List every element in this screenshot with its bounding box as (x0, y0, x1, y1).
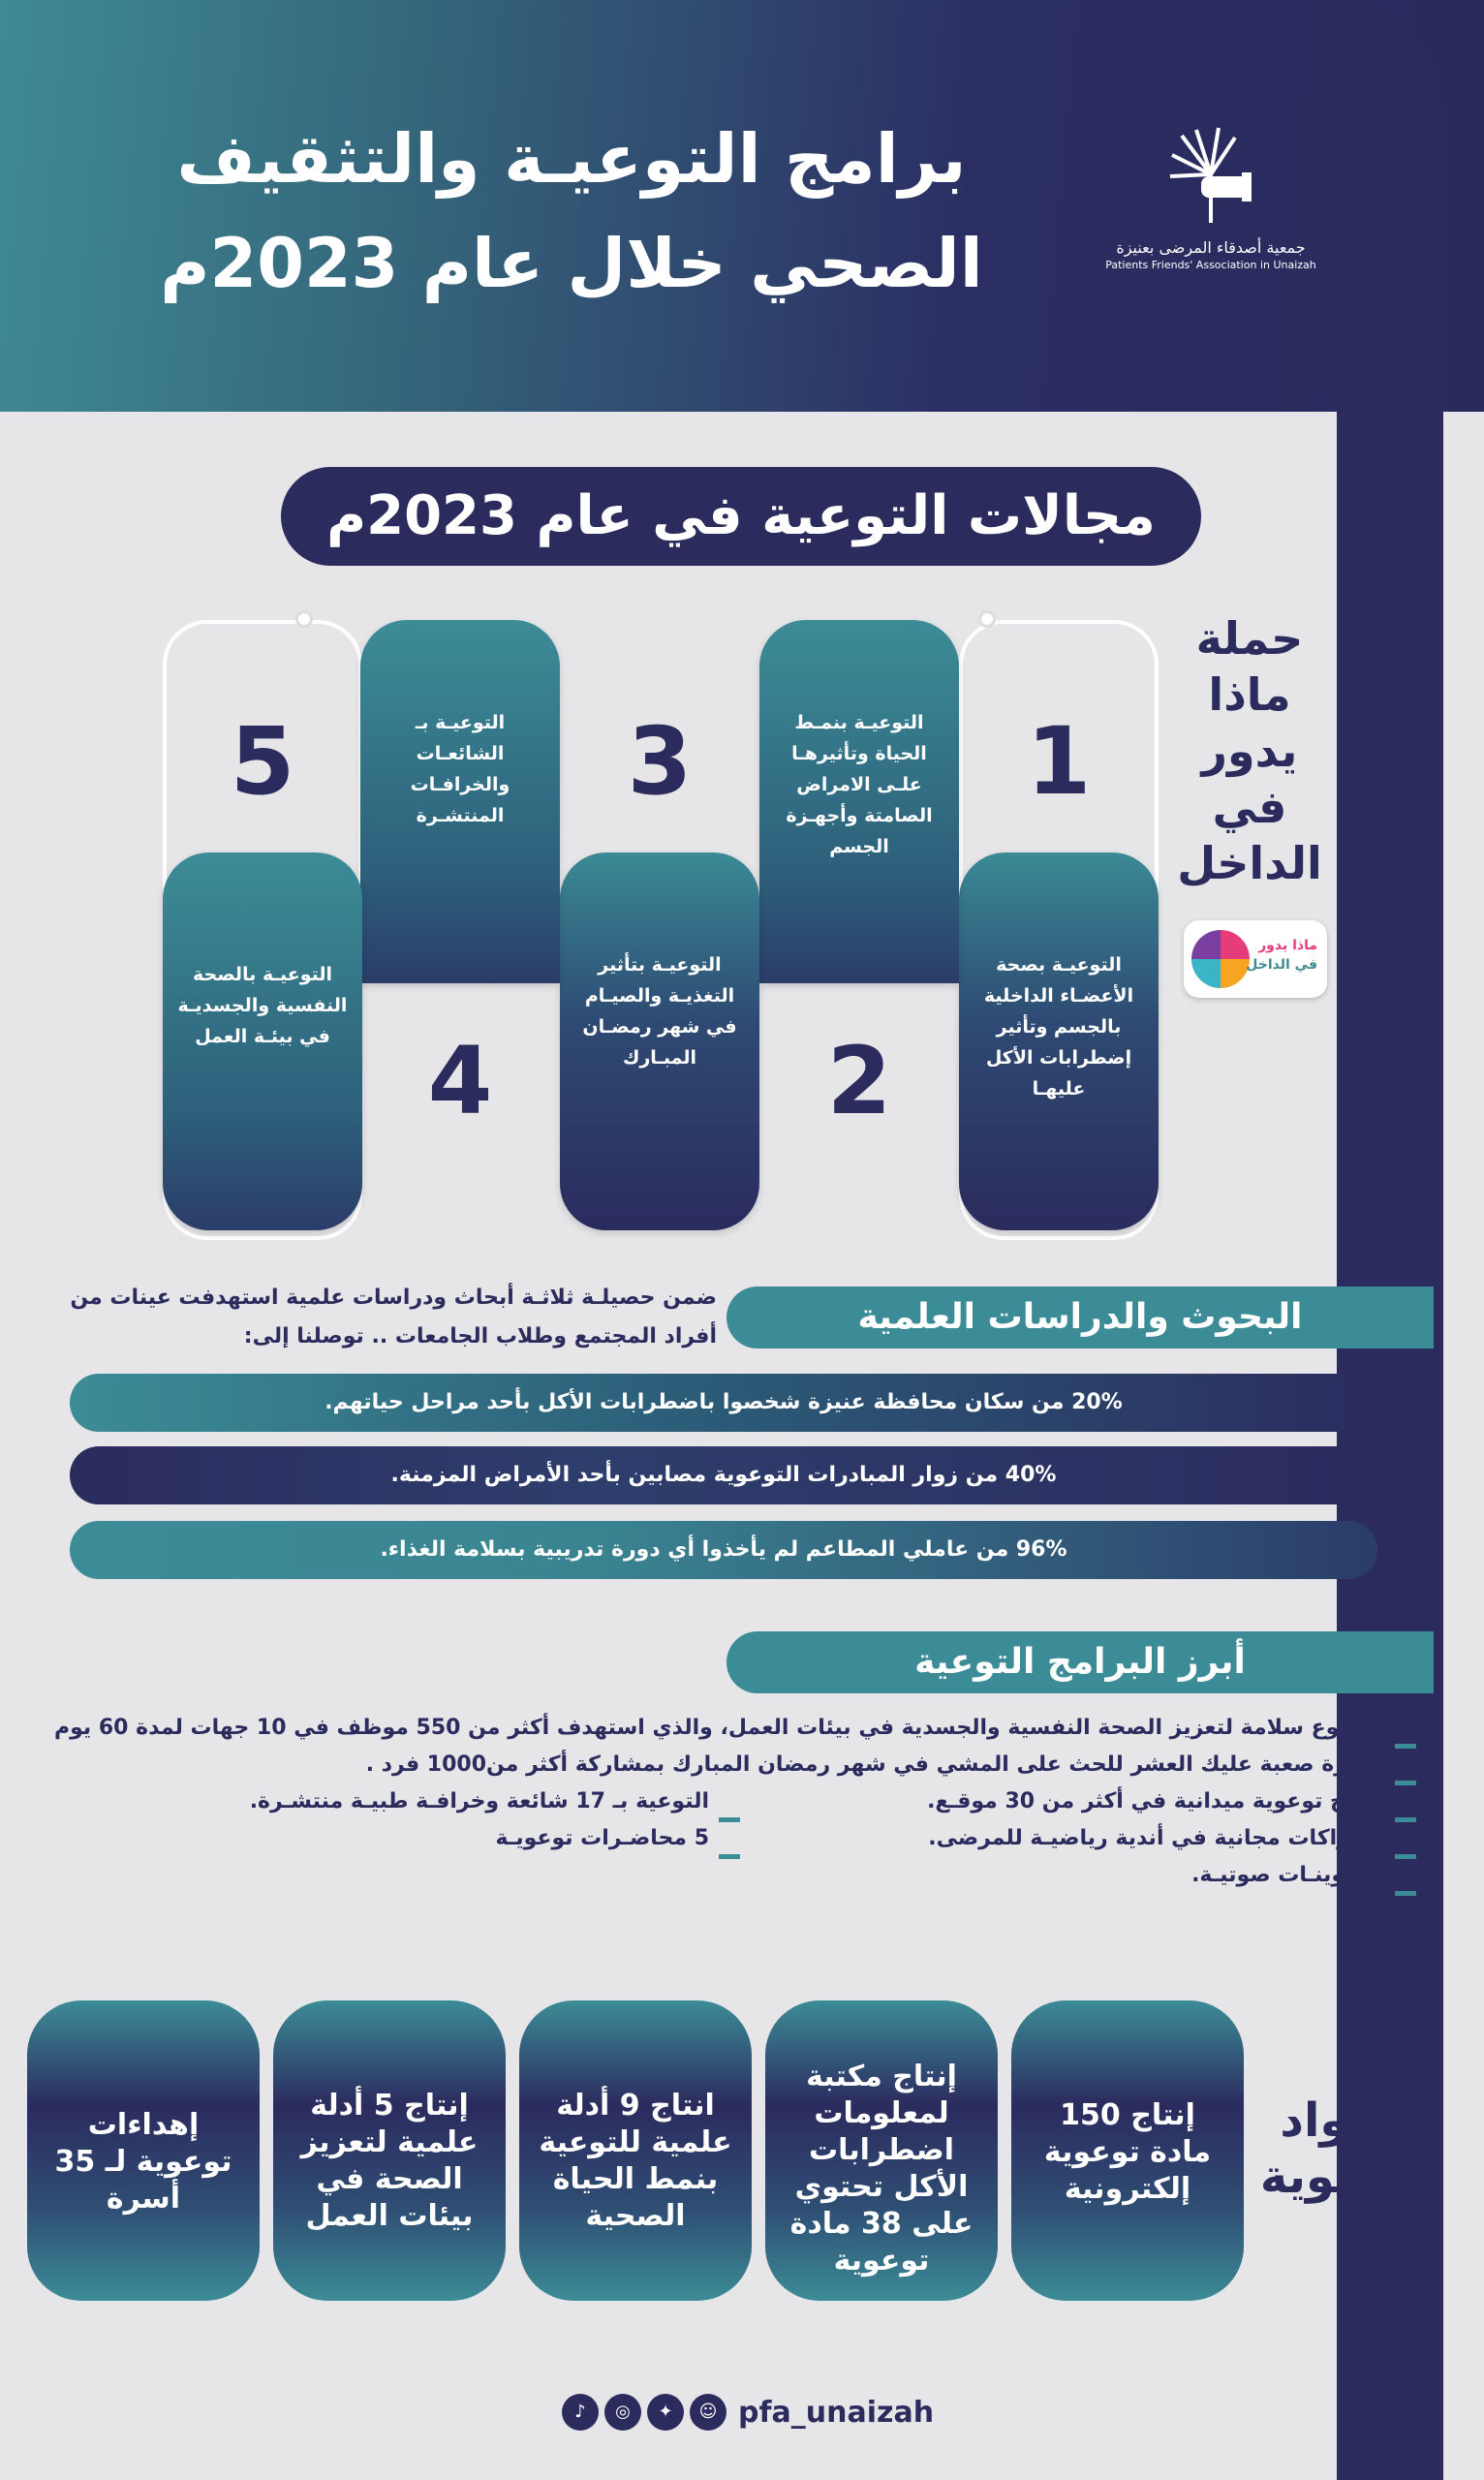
field-number-5: 5 (230, 707, 295, 816)
material-text-4: إنتاج 5 أدلة علمية لتعزيز الصحة في بيئات العمل (300, 2089, 479, 2233)
logo-arabic-name: جمعية أصدقاء المرضى بعنيزة (1116, 238, 1306, 257)
twitter-icon[interactable]: ✦ (647, 2394, 684, 2431)
material-text-1: إنتاج 150 مادة توعوية إلكترونية (1043, 2098, 1212, 2206)
social-handle[interactable]: pfa_unaizah (738, 2395, 935, 2430)
title-line-1: برامج التوعيـة والتثقيف (176, 119, 967, 199)
program-left-2: 5 محاضـرات توعويـة (495, 1826, 709, 1850)
badge-line-1: ماذا يدور (1258, 938, 1317, 953)
field-text-2: التوعيـة بنمـط الحياة وتأثيرهـا علـى الامراض الصامتة وأجهـزة الجسم (786, 712, 933, 857)
field-number-1: 1 (1026, 707, 1092, 816)
field-number-4: 4 (427, 1027, 493, 1135)
programs-section-tab: أبرز البرامج التوعية (727, 1631, 1434, 1693)
material-card-1 (1011, 2000, 1244, 2301)
field-text-4: التوعيـة بـ الشائعـات والخرافـات المنتشـرة (410, 712, 510, 826)
fields-title-pill: مجالات التوعية في عام 2023م (281, 467, 1201, 566)
field-text-5: التوعيـة بالصحة النفسية والجسديـة في بيئـة العمل (177, 964, 348, 1047)
program-left-1: التوعية بـ 17 شائعة وخرافـة طبيـة منتشـرة. (249, 1789, 709, 1814)
field-number-3: 3 (627, 707, 693, 816)
field-number-2: 2 (826, 1027, 892, 1135)
bullet-marker (1395, 1854, 1416, 1859)
material-card-5 (27, 2000, 260, 2301)
field-card-5 (163, 852, 362, 1230)
association-logo (1095, 116, 1327, 271)
research-stat-1: 20% من سكان محافظة عنيزة شخصوا باضطرابات الأكل بأحد مراحل حياتهم. (70, 1374, 1377, 1432)
connector-dot-left (295, 610, 313, 628)
program-line-2: مبادرة صعبة عليك العشر للحث على المشي في شهر رمضان المبارك بمشاركة أكثر من1000 فرد . (365, 1752, 1387, 1777)
tiktok-icon[interactable]: ♪ (562, 2394, 599, 2431)
instagram-icon[interactable]: ◎ (604, 2394, 641, 2431)
material-text-2: إنتاج مكتبة لمعلومات اضطرابات الأكل تحتوي على 38 مادة توعوية (789, 2060, 974, 2278)
page-title (145, 107, 998, 316)
title-line-2: الصحي خلال عام 2023م (160, 224, 983, 303)
bullet-marker (1395, 1781, 1416, 1785)
material-card-4 (273, 2000, 506, 2301)
snapchat-icon[interactable]: ☺ (690, 2394, 727, 2431)
program-right-1: برامج توعوية ميدانية في أكثر من 30 موقـع. (927, 1789, 1387, 1814)
bullet-marker (719, 1817, 740, 1822)
program-line-1: مشروع سلامة لتعزيز الصحة النفسية والجسدية في بيئات العمل، والذي استهدف أكثر من 550 موظف في 10 جهات لمدة 60 يوم (54, 1716, 1387, 1740)
social-footer (562, 2391, 949, 2434)
campaign-badge (1184, 920, 1327, 998)
materials-label: مـواد توعوية (1259, 2093, 1414, 2204)
connector-dot-right (978, 610, 996, 628)
field-card-1 (959, 852, 1159, 1230)
research-stat-2: 40% من زوار المبادرات التوعوية مصابين بأحد الأمراض المزمنة. (70, 1446, 1377, 1504)
material-text-5: إهداءات توعوية لـ 35 أسرة (54, 2108, 232, 2216)
research-intro: ضمن حصيلـة ثلاثـة أبحاث ودراسات علمية استهدفت عينات من أفراد المجتمع وطلاب الجامعات .. توصلنا إلى: (70, 1286, 717, 1348)
field-text-1: التوعيـة بصحة الأعضـاء الداخلية بالجسم وتأثير إضطرابات الأكل عليهـا (983, 954, 1134, 1100)
field-card-3 (560, 852, 759, 1230)
field-text-3: التوعيـة بتأثير التغذيـة والصيـام في شهر رمضـان المبـارك (582, 954, 737, 1069)
program-right-3: 5 تدوينـات صوتيـة. (1191, 1863, 1387, 1887)
badge-line-2: في الداخل (1246, 957, 1317, 973)
material-card-2 (765, 2000, 998, 2301)
logo-english-name: Patients Friends' Association in Unaizah (1105, 259, 1316, 271)
bullet-marker (1395, 1744, 1416, 1749)
campaign-label: حملة ماذا يدور في الداخل (1177, 612, 1322, 889)
program-right-2: إشتراكات مجانية في أندية رياضيـة للمرضى. (928, 1826, 1387, 1850)
research-stat-3: 96% من عاملي المطاعم لم يأخذوا أي دورة تدريبية بسلامة الغذاء. (70, 1521, 1377, 1579)
field-card-2 (759, 620, 959, 983)
bullet-marker (1395, 1891, 1416, 1896)
material-card-3 (519, 2000, 752, 2301)
bullet-marker (1395, 1817, 1416, 1822)
field-card-4 (360, 620, 560, 983)
research-section-tab: البحوث والدراسات العلمية (727, 1286, 1434, 1348)
palm-handshake-icon (1153, 116, 1269, 232)
campaign-logo-icon (1191, 930, 1250, 988)
bullet-marker (719, 1854, 740, 1859)
material-text-3: انتاج 9 أدلة علمية للتوعية بنمط الحياة الصحية (539, 2089, 732, 2233)
